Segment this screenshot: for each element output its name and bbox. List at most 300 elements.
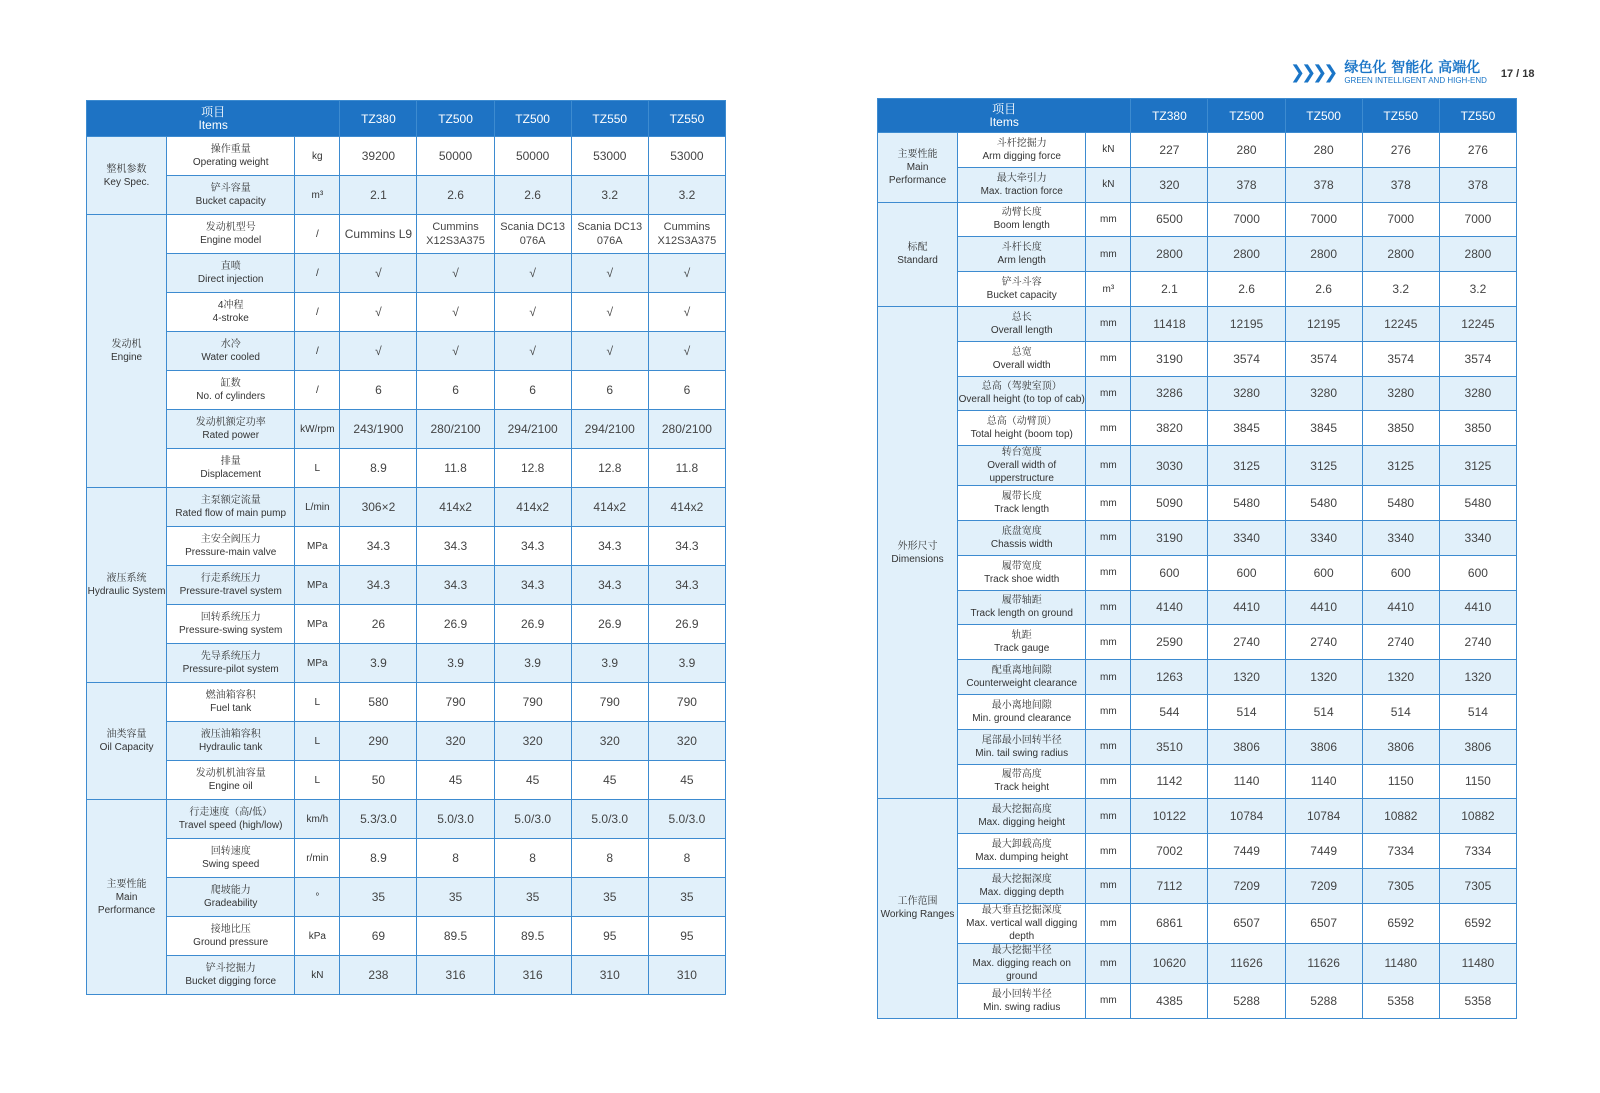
group-label-en: Key Spec. bbox=[103, 176, 150, 188]
item-label-zh: 先导系统压力 bbox=[200, 651, 261, 662]
value-cell: 280/2100 bbox=[648, 410, 725, 449]
value-cell: 3845 bbox=[1285, 411, 1362, 446]
group-label-zh: 主要性能 bbox=[897, 148, 938, 160]
value-cell: 8.9 bbox=[340, 449, 417, 488]
item-label bbox=[958, 983, 1086, 1018]
value-cell: 34.3 bbox=[648, 566, 725, 605]
value-cell: 2800 bbox=[1208, 237, 1285, 272]
value-cell: 26.9 bbox=[571, 605, 648, 644]
value-cell: 3286 bbox=[1131, 376, 1208, 411]
value-cell: √ bbox=[571, 293, 648, 332]
group-label bbox=[87, 488, 167, 683]
spec-row bbox=[878, 834, 1517, 869]
spec-row bbox=[87, 488, 726, 527]
item-label-en: 4-stroke bbox=[212, 313, 249, 324]
value-cell: √ bbox=[340, 293, 417, 332]
item-label-en: Bucket capacity bbox=[986, 290, 1057, 302]
item-label-en: Pressure-travel system bbox=[179, 586, 282, 597]
value-cell: 414x2 bbox=[571, 488, 648, 527]
value-cell: 514 bbox=[1208, 694, 1285, 729]
value-cell: 35 bbox=[340, 878, 417, 917]
spec-row bbox=[87, 527, 726, 566]
unit-cell: / bbox=[295, 254, 340, 293]
unit-cell: mm bbox=[1086, 660, 1131, 695]
unit-cell: L bbox=[295, 683, 340, 722]
value-cell: 69 bbox=[340, 917, 417, 956]
spec-row bbox=[87, 293, 726, 332]
group-label-en: Oil Capacity bbox=[99, 742, 154, 753]
spec-row bbox=[87, 215, 726, 254]
value-cell: 3280 bbox=[1208, 376, 1285, 411]
item-label bbox=[167, 878, 295, 917]
spec-row bbox=[878, 590, 1517, 625]
value-cell: 8.9 bbox=[340, 839, 417, 878]
unit-cell: L bbox=[295, 761, 340, 800]
group-label bbox=[87, 215, 167, 488]
items-header-zh: 项目 bbox=[201, 104, 226, 119]
spec-row bbox=[87, 839, 726, 878]
item-label-en: Arm length bbox=[997, 255, 1046, 267]
value-cell: 5480 bbox=[1285, 486, 1362, 521]
value-cell: 3850 bbox=[1362, 411, 1439, 446]
spec-row bbox=[87, 956, 726, 995]
item-label-en: Pressure-pilot system bbox=[182, 664, 279, 675]
item-label bbox=[167, 137, 295, 176]
group-label-zh: 发动机 bbox=[111, 339, 142, 350]
value-cell: 414x2 bbox=[494, 488, 571, 527]
spec-row bbox=[878, 341, 1517, 376]
unit-cell: mm bbox=[1086, 411, 1131, 446]
value-cell: 600 bbox=[1208, 555, 1285, 590]
item-label-en: Engine model bbox=[200, 235, 262, 246]
spec-row bbox=[87, 644, 726, 683]
item-label-zh: 底盘宽度 bbox=[1001, 525, 1042, 537]
group-label-en: Standard bbox=[897, 255, 938, 267]
value-cell: 34.3 bbox=[648, 527, 725, 566]
spec-row bbox=[87, 605, 726, 644]
value-cell: 7002 bbox=[1131, 834, 1208, 869]
item-label-zh: 总高（驾驶室顶） bbox=[981, 381, 1062, 393]
spec-row bbox=[87, 566, 726, 605]
value-cell: 3574 bbox=[1208, 341, 1285, 376]
value-cell: 238 bbox=[340, 956, 417, 995]
value-cell: 3574 bbox=[1285, 341, 1362, 376]
spec-row bbox=[878, 202, 1517, 237]
value-cell: 12245 bbox=[1439, 306, 1516, 341]
value-cell: 3190 bbox=[1131, 341, 1208, 376]
unit-cell: r/min bbox=[295, 839, 340, 878]
spec-row bbox=[87, 917, 726, 956]
item-label-zh: 履带长度 bbox=[1001, 491, 1042, 503]
value-cell: 3125 bbox=[1362, 446, 1439, 486]
value-cell: 50000 bbox=[417, 137, 494, 176]
spec-row bbox=[87, 722, 726, 761]
value-cell: 5480 bbox=[1439, 486, 1516, 521]
item-label-zh: 转台宽度 bbox=[1001, 447, 1042, 459]
item-label-en: No. of cylinders bbox=[196, 391, 266, 402]
item-label-en: Bucket capacity bbox=[195, 196, 266, 207]
value-cell: 600 bbox=[1362, 555, 1439, 590]
group-label-zh: 液压系统 bbox=[106, 573, 147, 584]
item-label-zh: 液压油箱容积 bbox=[200, 729, 261, 740]
value-cell: 11418 bbox=[1131, 306, 1208, 341]
value-cell: 600 bbox=[1131, 555, 1208, 590]
header-row bbox=[878, 99, 1517, 133]
value-cell: 1320 bbox=[1208, 660, 1285, 695]
unit-cell: / bbox=[295, 293, 340, 332]
value-cell: 514 bbox=[1285, 694, 1362, 729]
value-cell: 12195 bbox=[1208, 306, 1285, 341]
item-label bbox=[167, 332, 295, 371]
group-label-en: Dimensions bbox=[891, 553, 944, 565]
value-cell: 34.3 bbox=[494, 566, 571, 605]
unit-cell: mm bbox=[1086, 590, 1131, 625]
value-cell: 320 bbox=[648, 722, 725, 761]
value-cell: 5288 bbox=[1208, 983, 1285, 1018]
value-cell: 7449 bbox=[1285, 834, 1362, 869]
group-label-en: Engine bbox=[110, 352, 143, 363]
unit-cell: ° bbox=[295, 878, 340, 917]
group-label bbox=[878, 202, 958, 306]
value-cell: 6507 bbox=[1285, 903, 1362, 943]
item-label bbox=[958, 868, 1086, 903]
value-cell: 5.0/3.0 bbox=[494, 800, 571, 839]
value-cell: 6500 bbox=[1131, 202, 1208, 237]
spec-row bbox=[878, 943, 1517, 983]
unit-cell: mm bbox=[1086, 446, 1131, 486]
value-cell: 306×2 bbox=[340, 488, 417, 527]
spec-row bbox=[878, 376, 1517, 411]
item-label-zh: 铲斗容量 bbox=[210, 183, 251, 194]
value-cell: 35 bbox=[417, 878, 494, 917]
value-cell: 290 bbox=[340, 722, 417, 761]
value-cell: 600 bbox=[1285, 555, 1362, 590]
value-cell: 39200 bbox=[340, 137, 417, 176]
value-cell: 320 bbox=[417, 722, 494, 761]
value-cell: 3806 bbox=[1439, 729, 1516, 764]
value-cell: Cummins L9 bbox=[340, 215, 417, 254]
value-cell: √ bbox=[417, 293, 494, 332]
value-cell: 294/2100 bbox=[571, 410, 648, 449]
item-label-zh: 最大挖掘高度 bbox=[991, 804, 1052, 816]
unit-cell: mm bbox=[1086, 555, 1131, 590]
group-label bbox=[878, 799, 958, 1018]
item-label-en: Overall length bbox=[990, 324, 1053, 336]
item-label-zh: 最大卸载高度 bbox=[991, 839, 1052, 851]
value-cell: 276 bbox=[1362, 133, 1439, 168]
item-label-zh: 尾部最小回转半径 bbox=[981, 734, 1062, 746]
item-label-en: Track gauge bbox=[994, 643, 1050, 655]
value-cell: 34.3 bbox=[340, 527, 417, 566]
value-cell: 2740 bbox=[1208, 625, 1285, 660]
value-cell: 2.6 bbox=[1208, 272, 1285, 307]
value-cell: 310 bbox=[648, 956, 725, 995]
value-cell: 7449 bbox=[1208, 834, 1285, 869]
item-label-en: Min. ground clearance bbox=[972, 712, 1072, 724]
value-cell: 3280 bbox=[1285, 376, 1362, 411]
group-label bbox=[878, 133, 958, 203]
unit-cell: / bbox=[295, 371, 340, 410]
items-header-en: Items bbox=[989, 114, 1019, 129]
value-cell: 3340 bbox=[1362, 520, 1439, 555]
item-label-zh: 主泵额定流量 bbox=[200, 495, 261, 506]
value-cell: 5480 bbox=[1208, 486, 1285, 521]
item-label bbox=[958, 520, 1086, 555]
value-cell: 2.6 bbox=[1285, 272, 1362, 307]
spec-row bbox=[87, 371, 726, 410]
item-label bbox=[167, 722, 295, 761]
item-label bbox=[167, 254, 295, 293]
value-cell: 3030 bbox=[1131, 446, 1208, 486]
item-label-zh: 总高（动臂顶） bbox=[986, 416, 1057, 428]
item-label-en: Direct injection bbox=[197, 274, 264, 285]
item-label-zh: 接地比压 bbox=[210, 924, 251, 935]
spec-row bbox=[878, 625, 1517, 660]
item-label bbox=[167, 410, 295, 449]
item-label-zh: 履带轴距 bbox=[1001, 595, 1042, 607]
header-row bbox=[87, 101, 726, 137]
value-cell: 5358 bbox=[1362, 983, 1439, 1018]
value-cell: 89.5 bbox=[494, 917, 571, 956]
value-cell: 12.8 bbox=[494, 449, 571, 488]
value-cell: 95 bbox=[571, 917, 648, 956]
value-cell: 3280 bbox=[1362, 376, 1439, 411]
value-cell: 378 bbox=[1285, 167, 1362, 202]
item-label bbox=[958, 272, 1086, 307]
value-cell: 89.5 bbox=[417, 917, 494, 956]
value-cell: √ bbox=[648, 254, 725, 293]
value-cell: 514 bbox=[1439, 694, 1516, 729]
unit-cell: mm bbox=[1086, 237, 1131, 272]
value-cell: 2740 bbox=[1439, 625, 1516, 660]
value-cell: 2800 bbox=[1285, 237, 1362, 272]
value-cell: 95 bbox=[648, 917, 725, 956]
value-cell: 2740 bbox=[1362, 625, 1439, 660]
unit-cell: mm bbox=[1086, 520, 1131, 555]
item-label bbox=[958, 555, 1086, 590]
value-cell: 5.3/3.0 bbox=[340, 800, 417, 839]
value-cell: 10882 bbox=[1439, 799, 1516, 834]
model-header: TZ380 bbox=[340, 101, 417, 137]
unit-cell: MPa bbox=[295, 605, 340, 644]
model-header: TZ500 bbox=[417, 101, 494, 137]
item-label-en: Rated flow of main pump bbox=[175, 508, 287, 519]
item-label-zh: 斗杆挖掘力 bbox=[996, 137, 1047, 149]
item-label bbox=[167, 566, 295, 605]
unit-cell: mm bbox=[1086, 834, 1131, 869]
value-cell: √ bbox=[648, 293, 725, 332]
value-cell: 378 bbox=[1439, 167, 1516, 202]
item-label-en: Gradeability bbox=[204, 898, 258, 909]
value-cell: 227 bbox=[1131, 133, 1208, 168]
item-label-zh: 总宽 bbox=[1011, 346, 1032, 358]
value-cell: 378 bbox=[1208, 167, 1285, 202]
value-cell: √ bbox=[571, 332, 648, 371]
item-label bbox=[167, 839, 295, 878]
item-label-zh: 直喷 bbox=[220, 261, 241, 272]
item-label-en: Hydraulic tank bbox=[199, 742, 263, 753]
unit-cell: mm bbox=[1086, 868, 1131, 903]
value-cell: 34.3 bbox=[417, 527, 494, 566]
spec-row bbox=[878, 729, 1517, 764]
value-cell: 4410 bbox=[1362, 590, 1439, 625]
spec-row bbox=[878, 868, 1517, 903]
item-label-en: Overall width of upperstructure bbox=[987, 460, 1057, 485]
value-cell: 10882 bbox=[1362, 799, 1439, 834]
spec-row bbox=[87, 761, 726, 800]
value-cell: 10784 bbox=[1208, 799, 1285, 834]
value-cell: 280 bbox=[1208, 133, 1285, 168]
value-cell: 790 bbox=[417, 683, 494, 722]
value-cell: 3845 bbox=[1208, 411, 1285, 446]
value-cell: 4410 bbox=[1285, 590, 1362, 625]
value-cell: 5288 bbox=[1285, 983, 1362, 1018]
value-cell: 26.9 bbox=[417, 605, 494, 644]
value-cell: 4385 bbox=[1131, 983, 1208, 1018]
unit-cell: mm bbox=[1086, 486, 1131, 521]
item-label bbox=[958, 133, 1086, 168]
item-label-zh: 水冷 bbox=[220, 339, 241, 350]
value-cell: 10784 bbox=[1285, 799, 1362, 834]
value-cell: 34.3 bbox=[417, 566, 494, 605]
value-cell: 316 bbox=[417, 956, 494, 995]
value-cell: 276 bbox=[1439, 133, 1516, 168]
unit-cell: mm bbox=[1086, 341, 1131, 376]
value-cell: 5.0/3.0 bbox=[571, 800, 648, 839]
group-label-zh: 工作范围 bbox=[897, 896, 938, 908]
spec-row bbox=[878, 660, 1517, 695]
group-label bbox=[87, 137, 167, 215]
item-label-zh: 铲斗挖掘力 bbox=[205, 963, 256, 974]
value-cell: 5480 bbox=[1362, 486, 1439, 521]
unit-cell: mm bbox=[1086, 943, 1131, 983]
spec-row bbox=[87, 410, 726, 449]
value-cell: 11626 bbox=[1285, 943, 1362, 983]
item-label bbox=[167, 800, 295, 839]
value-cell: 7305 bbox=[1439, 868, 1516, 903]
item-label-en: Max. vertical wall digging depth bbox=[966, 917, 1078, 942]
item-label-en: Bucket digging force bbox=[185, 976, 277, 987]
unit-cell: mm bbox=[1086, 799, 1131, 834]
value-cell: 3.2 bbox=[648, 176, 725, 215]
value-cell: 1263 bbox=[1131, 660, 1208, 695]
value-cell: 2.1 bbox=[1131, 272, 1208, 307]
value-cell: 45 bbox=[571, 761, 648, 800]
item-label-zh: 发动机机油容量 bbox=[195, 768, 266, 779]
brand-tagline bbox=[1344, 60, 1487, 85]
spec-row bbox=[878, 799, 1517, 834]
item-label bbox=[958, 486, 1086, 521]
value-cell: 1320 bbox=[1285, 660, 1362, 695]
item-label-en: Water cooled bbox=[201, 352, 260, 363]
spec-row bbox=[87, 254, 726, 293]
item-label-zh: 排量 bbox=[220, 456, 241, 467]
value-cell: 50 bbox=[340, 761, 417, 800]
unit-cell: mm bbox=[1086, 764, 1131, 799]
value-cell: 3806 bbox=[1208, 729, 1285, 764]
item-label-zh: 发动机型号 bbox=[205, 222, 256, 233]
unit-cell: mm bbox=[1086, 376, 1131, 411]
item-label-zh: 最大挖掘深度 bbox=[991, 873, 1052, 885]
value-cell: 7334 bbox=[1362, 834, 1439, 869]
unit-cell: MPa bbox=[295, 566, 340, 605]
value-cell: 35 bbox=[571, 878, 648, 917]
item-label-en: Swing speed bbox=[202, 859, 260, 870]
spec-row bbox=[878, 446, 1517, 486]
value-cell: 3850 bbox=[1439, 411, 1516, 446]
item-label-zh: 轨距 bbox=[1011, 630, 1032, 642]
value-cell: 35 bbox=[494, 878, 571, 917]
item-label bbox=[167, 371, 295, 410]
value-cell: 5090 bbox=[1131, 486, 1208, 521]
unit-cell: mm bbox=[1086, 903, 1131, 943]
item-label-en: Max. digging reach on ground bbox=[972, 957, 1071, 982]
value-cell: 7000 bbox=[1208, 202, 1285, 237]
unit-cell: mm bbox=[1086, 729, 1131, 764]
model-header: TZ550 bbox=[1439, 99, 1516, 133]
item-label bbox=[167, 215, 295, 254]
item-label bbox=[958, 943, 1086, 983]
group-label-zh: 标配 bbox=[907, 242, 928, 254]
value-cell: 3.9 bbox=[340, 644, 417, 683]
item-label bbox=[167, 293, 295, 332]
unit-cell: mm bbox=[1086, 306, 1131, 341]
value-cell: √ bbox=[494, 293, 571, 332]
value-cell: 3125 bbox=[1285, 446, 1362, 486]
value-cell: 3125 bbox=[1439, 446, 1516, 486]
value-cell: 8 bbox=[494, 839, 571, 878]
group-label-zh: 油类容量 bbox=[106, 729, 147, 740]
value-cell: 7209 bbox=[1208, 868, 1285, 903]
value-cell: Scania DC13 076A bbox=[494, 215, 571, 254]
item-label-en: Operating weight bbox=[192, 157, 269, 168]
value-cell: 378 bbox=[1362, 167, 1439, 202]
value-cell: 11626 bbox=[1208, 943, 1285, 983]
unit-cell: m³ bbox=[295, 176, 340, 215]
items-header bbox=[87, 101, 340, 137]
group-label-en: Hydraulic System bbox=[87, 586, 166, 597]
item-label-zh: 最大垂直挖掘深度 bbox=[981, 904, 1062, 916]
value-cell: 3.9 bbox=[648, 644, 725, 683]
spec-table-right bbox=[877, 98, 1517, 1019]
unit-cell: kN bbox=[1086, 167, 1131, 202]
item-label-zh: 发动机额定功率 bbox=[195, 417, 266, 428]
value-cell: 34.3 bbox=[571, 527, 648, 566]
value-cell: 2740 bbox=[1285, 625, 1362, 660]
value-cell: 26 bbox=[340, 605, 417, 644]
unit-cell: m³ bbox=[1086, 272, 1131, 307]
value-cell: 1150 bbox=[1439, 764, 1516, 799]
unit-cell: kN bbox=[295, 956, 340, 995]
value-cell: 3510 bbox=[1131, 729, 1208, 764]
item-label bbox=[958, 237, 1086, 272]
item-label-zh: 履带宽度 bbox=[1001, 560, 1042, 572]
value-cell: √ bbox=[571, 254, 648, 293]
item-label-en: Track length on ground bbox=[970, 608, 1073, 620]
item-label-en: Ground pressure bbox=[193, 937, 269, 948]
value-cell: 7112 bbox=[1131, 868, 1208, 903]
value-cell: 11.8 bbox=[648, 449, 725, 488]
value-cell: 5.0/3.0 bbox=[417, 800, 494, 839]
value-cell: 790 bbox=[571, 683, 648, 722]
value-cell: √ bbox=[417, 254, 494, 293]
value-cell: 12245 bbox=[1362, 306, 1439, 341]
item-label-en: Track shoe width bbox=[984, 573, 1060, 585]
value-cell: 3340 bbox=[1439, 520, 1516, 555]
value-cell: 3190 bbox=[1131, 520, 1208, 555]
item-label-zh: 行走系统压力 bbox=[200, 573, 261, 584]
group-label bbox=[878, 306, 958, 798]
